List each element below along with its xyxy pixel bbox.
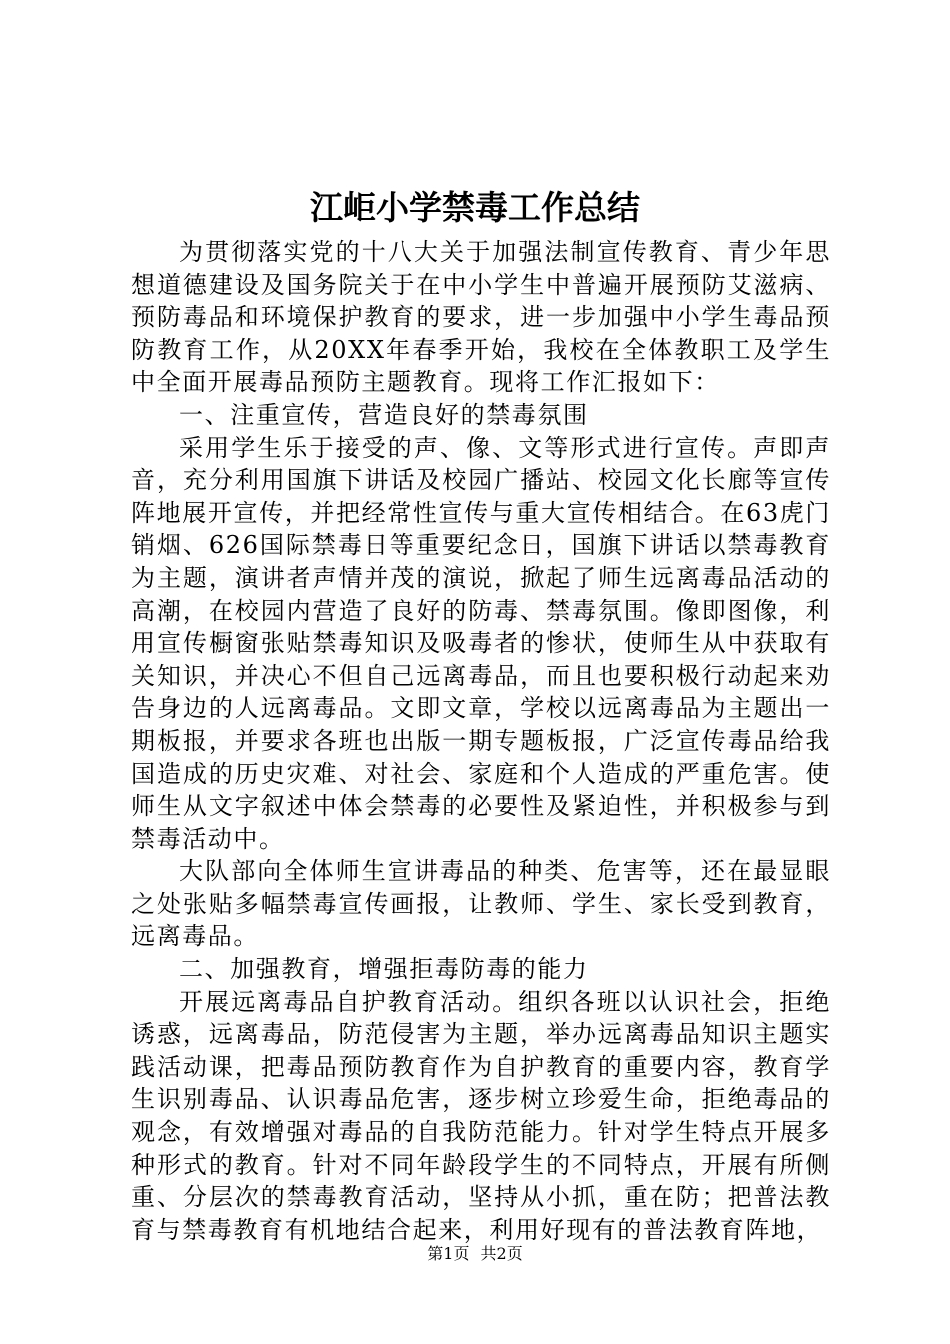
page-footer [0,1244,950,1264]
section-heading-2: 二、加强教育，增强拒毒防毒的能力 [179,955,589,984]
page-number: 第1页 [427,1244,470,1263]
section-heading-1: 一、注重宣传，营造良好的禁毒氛围 [179,400,589,429]
paragraph-intro: 为贯彻落实党的十八大关于加强法制宣传教育、青少年思想道德建设及国务院关于在中小学生中普遍开展预防艾滋病、预防毒品和环境保护教育的要求，进一步加强中小学生毒品预防教育工作，从20XX年春季开始，我校在全体教职工及学生中全面开展毒品预防主题教育。现将工作汇报如下： [131,238,831,397]
document-body [131,236,831,1246]
page-total: 共2页 [480,1244,523,1263]
paragraph-education: 开展远离毒品自护教育活动。组织各班以认识社会，拒绝诱惑，远离毒品，防范侵害为主题，举办远离毒品知识主题实践活动课，把毒品预防教育作为自护教育的重要内容，教育学生识别毒品、认识毒品危害，逐步树立珍爱生命，拒绝毒品的观念，有效增强对毒品的自我防范能力。针对学生特点开展多种形式的教育。针对不同年龄段学生的不同特点，开展有所侧重、分层次的禁毒教育活动，坚持从小抓，重在防；把普法教育与禁毒教育有机地结合起来，利用好现有的普法教育阵地， [131,987,831,1244]
paragraph-brigade: 大队部向全体师生宣讲毒品的种类、危害等，还在最显眼之处张贴多幅禁毒宣传画报，让教师、学生、家长受到教育，远离毒品。 [131,857,831,951]
document-title: 江岠小学禁毒工作总结 [310,188,640,227]
paragraph-publicity: 采用学生乐于接受的声、像、文等形式进行宣传。声即声音，充分利用国旗下讲话及校园广播站、校园文化长廊等宣传阵地展开宣传，并把经常性宣传与重大宣传相结合。在63虎门销烟、626国际禁毒日等重要纪念日，国旗下讲话以禁毒教育为主题，演讲者声情并茂的演说，掀起了师生远离毒品活动的高潮，在校园内营造了良好的防毒、禁毒氛围。像即图像，利用宣传橱窗张贴禁毒知识及吸毒者的惨状，使师生从中获取有关知识，并决心不但自己远离毒品，而且也要积极行动起来劝告身边的人远离毒品。文即文章，学校以远离毒品为主题出一期板报，并要求各班也出版一期专题板报，广泛宣传毒品给我国造成的历史灾难、对社会、家庭和个人造成的严重危害。使师生从文字叙述中体会禁毒的必要性及紧迫性，并积极参与到禁毒活动中。 [131,433,831,853]
